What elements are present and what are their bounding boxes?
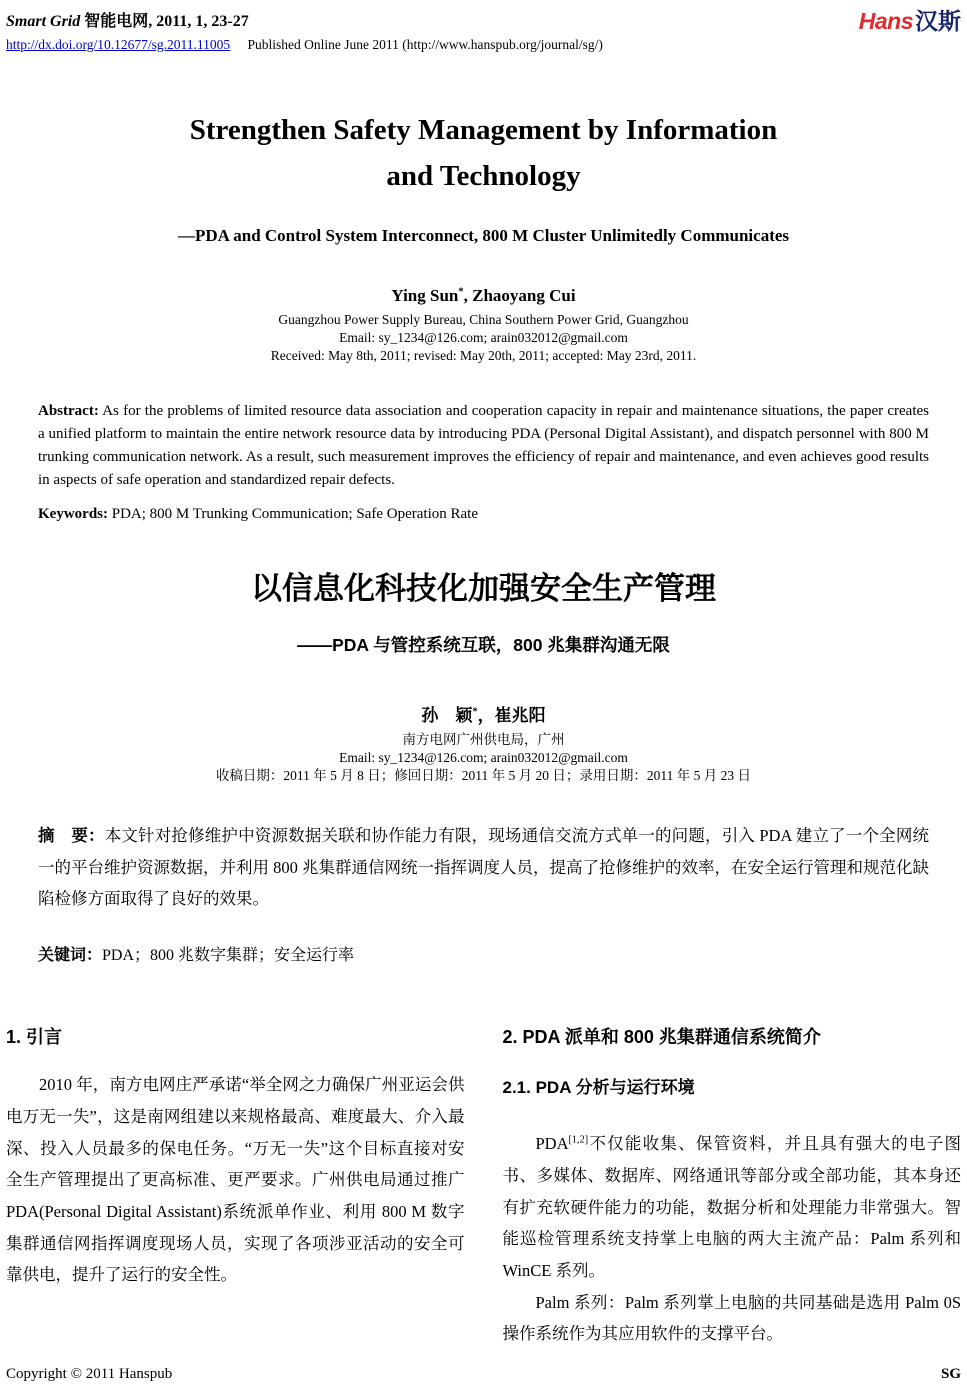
- author-meta-en: [6, 311, 961, 364]
- affiliation-zh: 南方电网广州供电局，广州: [402, 731, 565, 747]
- author-name-2-en: , Zhaoyang Cui: [463, 285, 576, 305]
- section-1-paragraph: 2010 年，南方电网庄严承诺“举全网之力确保广州亚运会供电万无一失”，这是南网组建以来规格最高、难度最大、介入最深、投入人员最多的保电任务。“万无一失”这个目标直接对安全生产管理提出了更高标准、更严要求。广州供电局通过推广 PDA(Personal Digital Assistant)系统派单作业、利用 800 M 数字集群通信网指挥调度现场人员，实现了各项涉亚活动的安全可靠供电，提升了运行的安全性。: [6, 1075, 465, 1285]
- paper-subtitle-zh: ——PDA 与管控系统互联，800 兆集群沟通无限: [297, 634, 670, 655]
- hanspub-logo-latin: Hans: [858, 8, 913, 34]
- journal-header: [6, 8, 961, 53]
- abstract-en: [38, 400, 929, 492]
- author-names-en: [6, 286, 961, 306]
- keywords-en: [38, 506, 929, 523]
- author-names-zh: [6, 701, 961, 726]
- paper-title-zh: 以信息化科技化加强安全生产管理: [251, 570, 716, 606]
- page-footer: [6, 1366, 961, 1383]
- journal-issue-info: 智能电网, 2011, 1, 23-27: [84, 13, 249, 30]
- doi-link[interactable]: http://dx.doi.org/10.12677/sg.2011.11005: [6, 37, 231, 52]
- keywords-zh: [38, 942, 929, 965]
- published-info: Published Online June 2011 (http://www.hanspub.org/journal/sg/): [247, 37, 603, 52]
- hanspub-logo: [859, 8, 961, 33]
- hanspub-logo-cjk: 汉斯: [915, 8, 961, 34]
- author-meta-zh: [6, 731, 961, 784]
- paper-subtitle-en: —PDA and Control System Interconnect, 800 M Cluster Unlimitedly Communicates: [177, 225, 790, 245]
- authors-block-en: [6, 286, 961, 364]
- affiliation-en: Guangzhou Power Supply Bureau, China Southern Power Grid, Guangzhou: [278, 311, 689, 327]
- corresponding-author-asterisk-zh: *: [472, 706, 478, 718]
- paper-title-en-line1: Strengthen Safety Management by Information: [189, 114, 778, 146]
- author-name-2-zh: ，崔兆阳: [477, 705, 546, 725]
- journal-title-line: [6, 8, 603, 31]
- body-columns: [6, 1023, 961, 1350]
- paper-title-en-line2: and Technology: [386, 160, 581, 193]
- keywords-label-zh: 关键词：: [38, 947, 103, 965]
- section-1-heading: 1. 引言: [6, 1027, 63, 1048]
- section-2-heading: 2. PDA 派单和 800 兆集群通信系统简介: [502, 1027, 821, 1048]
- reference-superscript: [1,2]: [568, 1134, 589, 1146]
- email-line-en: Email: sy_1234@126.com; arain032012@gmail.com: [339, 329, 628, 345]
- abstract-text-zh: 本文针对抢修维护中资源数据关联和协作能力有限，现场通信交流方式单一的问题，引入 PDA 建立了一个全网统一的平台维护资源数据，并利用 800 兆集群通信网统一指挥调度人员，提高了抢修维护的效率，在安全运行管理和规范化缺陷检修方面取得了良好的效果。: [38, 826, 929, 909]
- left-column: [6, 1023, 465, 1350]
- footer-copyright: Copyright © 2011 Hanspub: [6, 1366, 173, 1382]
- corresponding-author-asterisk-en: *: [458, 286, 464, 298]
- abstract-label-en: Abstract:: [38, 403, 99, 420]
- right-column: [503, 1023, 962, 1350]
- pda-term: PDA: [535, 1134, 569, 1154]
- section-2-1-heading: 2.1. PDA 分析与运行环境: [502, 1078, 695, 1098]
- keywords-label-en: Keywords:: [38, 505, 108, 522]
- paper-title-en: [6, 107, 961, 200]
- section-2-paragraph-2: Palm 系列：Palm 系列掌上电脑的共同基础是选用 Palm 0S 操作系统作为其应用软件的支撑平台。: [502, 1292, 961, 1344]
- section-2-paragraph-1: [503, 1128, 962, 1286]
- received-dates-en: Received: May 8th, 2011; revised: May 20th, 2011; accepted: May 23rd, 2011.: [270, 348, 697, 364]
- keywords-text-en: PDA; 800 M Trunking Communication; Safe Operation Rate: [111, 505, 478, 522]
- authors-block-zh: [6, 701, 961, 784]
- abstract-label-zh: 摘 要：: [38, 827, 105, 846]
- abstract-zh: [38, 820, 929, 914]
- doi-line: [6, 37, 603, 53]
- abstract-text-en: As for the problems of limited resource data association and cooperation capacity in repair and maintenance situations, the paper creates a unified platform to maintain the entire network resource data by introducing PDA (Personal Digital Assistant), and dispatch personnel with 800 M trunking communication network. As a result, such measurement improves the efficiency of repair and maintenance, and even achieves good results in aspects of safe operation and standardized repair defects.: [38, 403, 929, 489]
- section-2-paragraph-1-text: 不仅能收集、保管资料，并且具有强大的电子图书、多媒体、数据库、网络通讯等部分或全部功能，其本身还有扩充软硬件能力的功能，数据分析和处理能力非常强大。智能巡检管理系统支持掌上电脑的两大主流产品：Palm 系列和 WinCE 系列。: [502, 1134, 961, 1281]
- author-name-1-zh: 孙 颖: [421, 705, 473, 725]
- received-dates-zh: 收稿日期：2011 年 5 月 8 日；修回日期：2011 年 5 月 20 日；录用日期：2011 年 5 月 23 日: [215, 768, 752, 784]
- author-name-1-en: Ying Sun: [391, 285, 459, 305]
- journal-name-en: Smart Grid: [6, 13, 81, 30]
- footer-journal-abbrev: SG: [940, 1366, 961, 1382]
- journal-header-left: [6, 8, 603, 53]
- keywords-text-zh: PDA；800 兆数字集群；安全运行率: [102, 947, 355, 965]
- email-line-zh: Email: sy_1234@126.com; arain032012@gmail.com: [339, 750, 628, 766]
